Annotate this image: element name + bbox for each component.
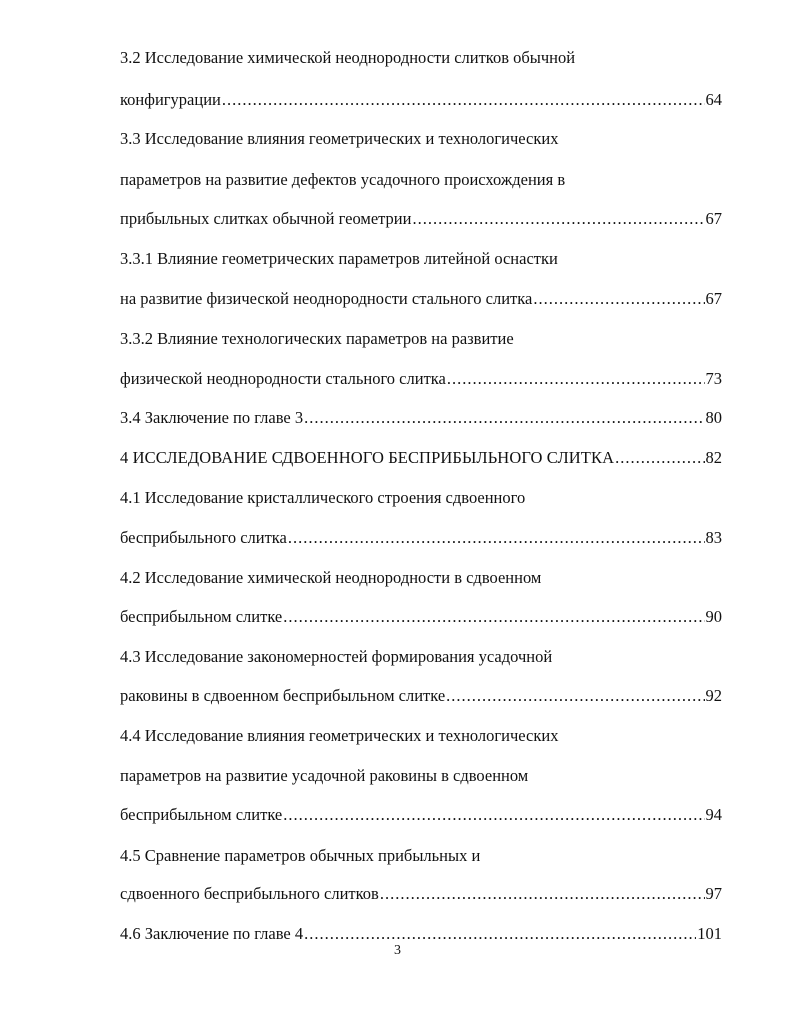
- toc-entry-text: 4.3 Исследование закономерностей формирования усадочной: [120, 647, 553, 666]
- dot-leader: [380, 882, 705, 906]
- toc-entry-text: на развитие физической неоднородности стального слитка: [120, 289, 533, 308]
- dot-leader: [533, 287, 704, 311]
- toc-entry-text: сдвоенного бесприбыльного слитков: [120, 884, 379, 903]
- toc-page-number: 73: [705, 369, 722, 388]
- toc-entry-text: 3.2 Исследование химической неоднородности слитков обычной: [120, 48, 576, 67]
- toc-line-4-4-middle: [120, 764, 722, 788]
- toc-line-3-3-2-start: [120, 327, 722, 351]
- dot-leader: [283, 803, 704, 827]
- toc-page-number: 101: [697, 924, 722, 943]
- toc-line-4-2-start: [120, 566, 722, 590]
- toc-page-number: 92: [705, 686, 722, 705]
- toc-entry-text: параметров на развитие усадочной раковины в сдвоенном: [120, 766, 529, 785]
- toc-line-4-5-start: [120, 844, 722, 868]
- toc-entry-chapter-4: [120, 446, 722, 470]
- toc-entry-text: конфигурации: [120, 90, 221, 109]
- toc-entry-3-3: [120, 207, 722, 231]
- toc-line-4-1-start: [120, 486, 722, 510]
- toc-entry-3-3-2: [120, 367, 722, 391]
- toc-entry-text: раковины в сдвоенном бесприбыльном слитке: [120, 686, 446, 705]
- dot-leader: [615, 446, 704, 470]
- toc-page-number: 83: [705, 528, 722, 547]
- toc-entry-text: 4.6 Заключение по главе 4: [120, 924, 304, 943]
- toc-page-number: 94: [705, 805, 722, 824]
- toc-entry-4-1: [120, 526, 722, 550]
- dot-leader: [412, 207, 704, 231]
- toc-page-number: 80: [705, 408, 722, 427]
- toc-page-number: 97: [705, 884, 722, 903]
- toc-line-4-4-start: [120, 724, 722, 748]
- toc-entry-4-5: [120, 882, 722, 906]
- toc-line-4-3-start: [120, 645, 722, 669]
- toc-entry-text: 4.1 Исследование кристаллического строения сдвоенного: [120, 488, 526, 507]
- toc-entry-text: 4.2 Исследование химической неоднородности в сдвоенном: [120, 568, 542, 587]
- toc-entry-4-2: [120, 605, 722, 629]
- toc-page-number: 82: [705, 448, 722, 467]
- toc-entry-4-4: [120, 803, 722, 827]
- toc-line-3-3-start: [120, 127, 722, 151]
- toc-entry-text: 3.3.2 Влияние технологических параметров на развитие: [120, 329, 514, 348]
- toc-page-number: 67: [705, 289, 722, 308]
- toc-entry-text: 3.3 Исследование влияния геометрических и технологических: [120, 129, 559, 148]
- toc-entry-4-3: [120, 684, 722, 708]
- dot-leader: [288, 526, 705, 550]
- toc-chapter-title: 4 ИССЛЕДОВАНИЕ СДВОЕННОГО БЕСПРИБЫЛЬНОГО СЛИТКА: [120, 448, 615, 467]
- dot-leader: [283, 605, 704, 629]
- toc-page-number: 64: [705, 90, 722, 109]
- dot-leader: [304, 406, 704, 430]
- toc-entry-text: 3.4 Заключение по главе 3: [120, 408, 304, 427]
- dot-leader: [446, 684, 704, 708]
- toc-page-number: 67: [705, 209, 722, 228]
- toc-line-3-2-start: [120, 46, 722, 70]
- toc-entry-text: физической неоднородности стального слитка: [120, 369, 446, 388]
- page-number: 3: [394, 943, 401, 958]
- toc-entry-text: 4.5 Сравнение параметров обычных прибыльных и: [120, 846, 481, 865]
- toc-entry-text: 3.3.1 Влияние геометрических параметров литейной оснастки: [120, 249, 558, 268]
- toc-entry-text: бесприбыльном слитке: [120, 805, 283, 824]
- toc-entry-text: параметров на развитие дефектов усадочного происхождения в: [120, 170, 566, 189]
- toc-entry-3-4: [120, 406, 722, 430]
- toc-entry-text: бесприбыльном слитке: [120, 607, 283, 626]
- toc-entry-3-2: [120, 88, 722, 112]
- toc-entry-text: бесприбыльного слитка: [120, 528, 287, 547]
- dot-leader: [447, 367, 705, 391]
- dot-leader: [222, 88, 705, 112]
- toc-line-3-3-1-start: [120, 247, 722, 271]
- toc-line-3-3-middle: [120, 168, 722, 192]
- toc-entry-text: прибыльных слитках обычной геометрии: [120, 209, 412, 228]
- toc-page-number: 90: [705, 607, 722, 626]
- toc-entry-3-3-1: [120, 287, 722, 311]
- toc-entry-text: 4.4 Исследование влияния геометрических и технологических: [120, 726, 559, 745]
